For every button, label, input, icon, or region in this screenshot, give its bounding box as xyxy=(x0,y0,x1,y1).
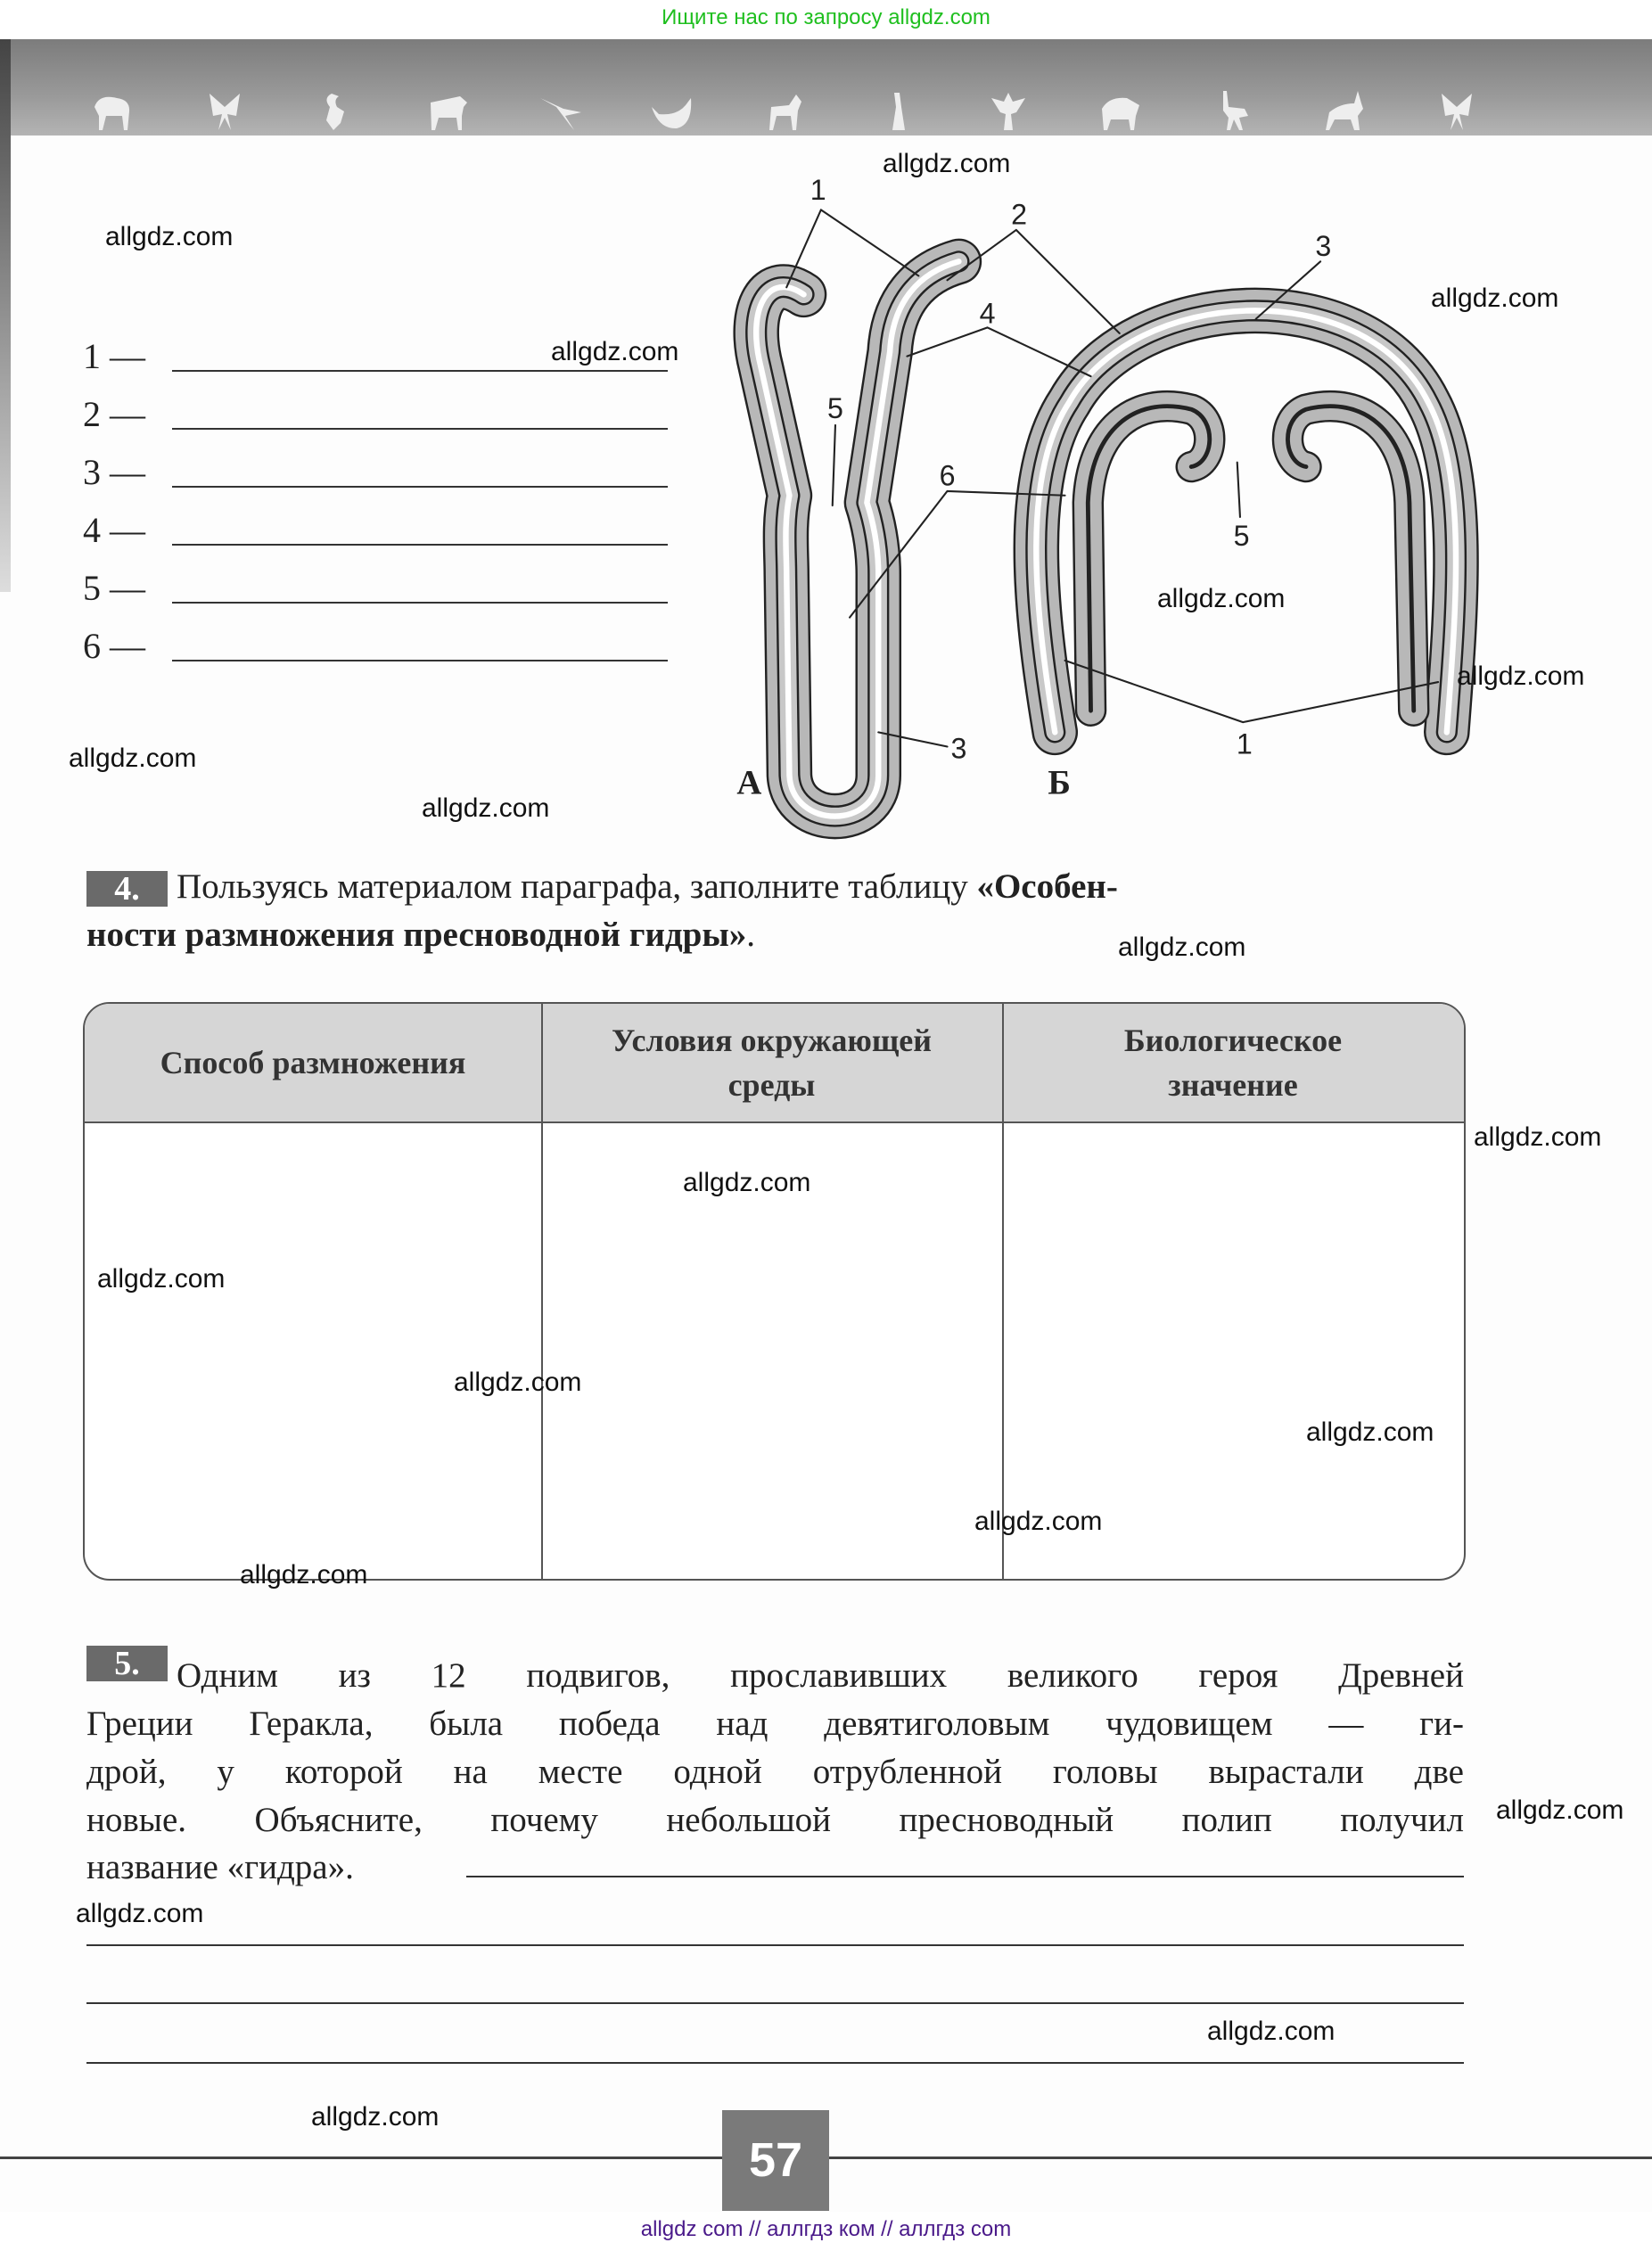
task-4-line-1 xyxy=(177,863,1118,911)
header-biological-significance: Биологическое значение xyxy=(1123,1023,1343,1103)
task-5-line: Греции Геракла, была победа над девятиголовым чудовищем — ги- xyxy=(86,1705,1464,1743)
label-5: 5 xyxy=(827,391,843,424)
answer-line[interactable] xyxy=(466,1876,1464,1877)
watermark: allgdz.com xyxy=(1157,584,1286,613)
label-1: 1 xyxy=(810,174,826,207)
task-5-line: название «гидра». xyxy=(86,1848,354,1886)
label-3-bottom: 3 xyxy=(950,732,967,765)
answer-line[interactable] xyxy=(86,2002,1464,2004)
label-5-b: 5 xyxy=(1233,520,1250,553)
label-4: 4 xyxy=(979,297,996,330)
row-number: 5 — xyxy=(83,568,145,608)
caption-a: А xyxy=(736,764,762,802)
label-6: 6 xyxy=(939,459,956,492)
task-5-line: дрой, у которой на месте одной отрубленной головы вырастали две xyxy=(86,1753,1464,1791)
watermark: allgdz.com xyxy=(1207,2017,1336,2046)
watermark: allgdz.com xyxy=(1457,661,1585,691)
task-4-title-part: «Особен- xyxy=(976,867,1118,906)
task-5-line: новые. Объясните, почему небольшой пресноводный полип получил xyxy=(86,1801,1464,1839)
caption-b: Б xyxy=(1048,764,1071,802)
task-4-text: Пользуясь материалом параграфа, заполните таблицу xyxy=(177,867,977,906)
header-reproduction-method: Способ размножения xyxy=(160,1045,466,1080)
row-number: 3 — xyxy=(83,452,145,492)
answer-line[interactable] xyxy=(86,1944,1464,1946)
search-banner[interactable]: Ищите нас по запросу allgdz.com xyxy=(0,0,1652,39)
task-4-badge: 4. xyxy=(86,871,168,907)
label-3: 3 xyxy=(1315,229,1332,262)
watermark: allgdz.com xyxy=(1431,283,1559,313)
watermark: allgdz.com xyxy=(454,1368,582,1397)
watermark: allgdz.com xyxy=(883,149,1011,178)
watermark: allgdz.com xyxy=(1496,1795,1624,1825)
page-number: 57 xyxy=(722,2110,829,2211)
watermark: allgdz.com xyxy=(551,337,679,366)
cell-method[interactable] xyxy=(85,1123,541,1579)
hydra-a-body xyxy=(756,261,958,816)
header-environment-conditions: Условия окружающей среды xyxy=(611,1023,932,1103)
task-5-badge: 5. xyxy=(86,1646,168,1681)
row-number: 4 — xyxy=(83,510,145,550)
answer-line[interactable] xyxy=(86,2062,1464,2064)
bottom-banner[interactable]: allgdz com // аллгдз ком // аллгдз com xyxy=(0,2212,1652,2251)
watermark: allgdz.com xyxy=(69,743,197,773)
watermark: allgdz.com xyxy=(97,1264,226,1294)
task-4-title-part: ности размножения пресноводной гидры» xyxy=(86,916,747,954)
watermark: allgdz.com xyxy=(76,1899,204,1928)
row-number: 1 — xyxy=(83,336,145,376)
row-number: 2 — xyxy=(83,394,145,434)
watermark: allgdz.com xyxy=(1306,1417,1434,1447)
task-4-text: . xyxy=(746,916,756,954)
watermark: allgdz.com xyxy=(1118,932,1246,962)
task-4-line-2 xyxy=(86,911,755,959)
row-number: 6 — xyxy=(83,626,145,666)
watermark: allgdz.com xyxy=(422,793,550,823)
watermark: allgdz.com xyxy=(311,2102,440,2132)
label-1-b: 1 xyxy=(1236,727,1253,760)
watermark: allgdz.com xyxy=(974,1507,1103,1536)
label-2: 2 xyxy=(1011,198,1027,231)
watermark: allgdz.com xyxy=(105,222,234,251)
reproduction-table xyxy=(83,1002,1466,1581)
watermark: allgdz.com xyxy=(240,1560,368,1590)
watermark: allgdz.com xyxy=(683,1168,811,1197)
task-5-line: Одним из 12 подвигов, прославивших великого героя Древней xyxy=(177,1656,1464,1695)
watermark: allgdz.com xyxy=(1474,1122,1602,1152)
